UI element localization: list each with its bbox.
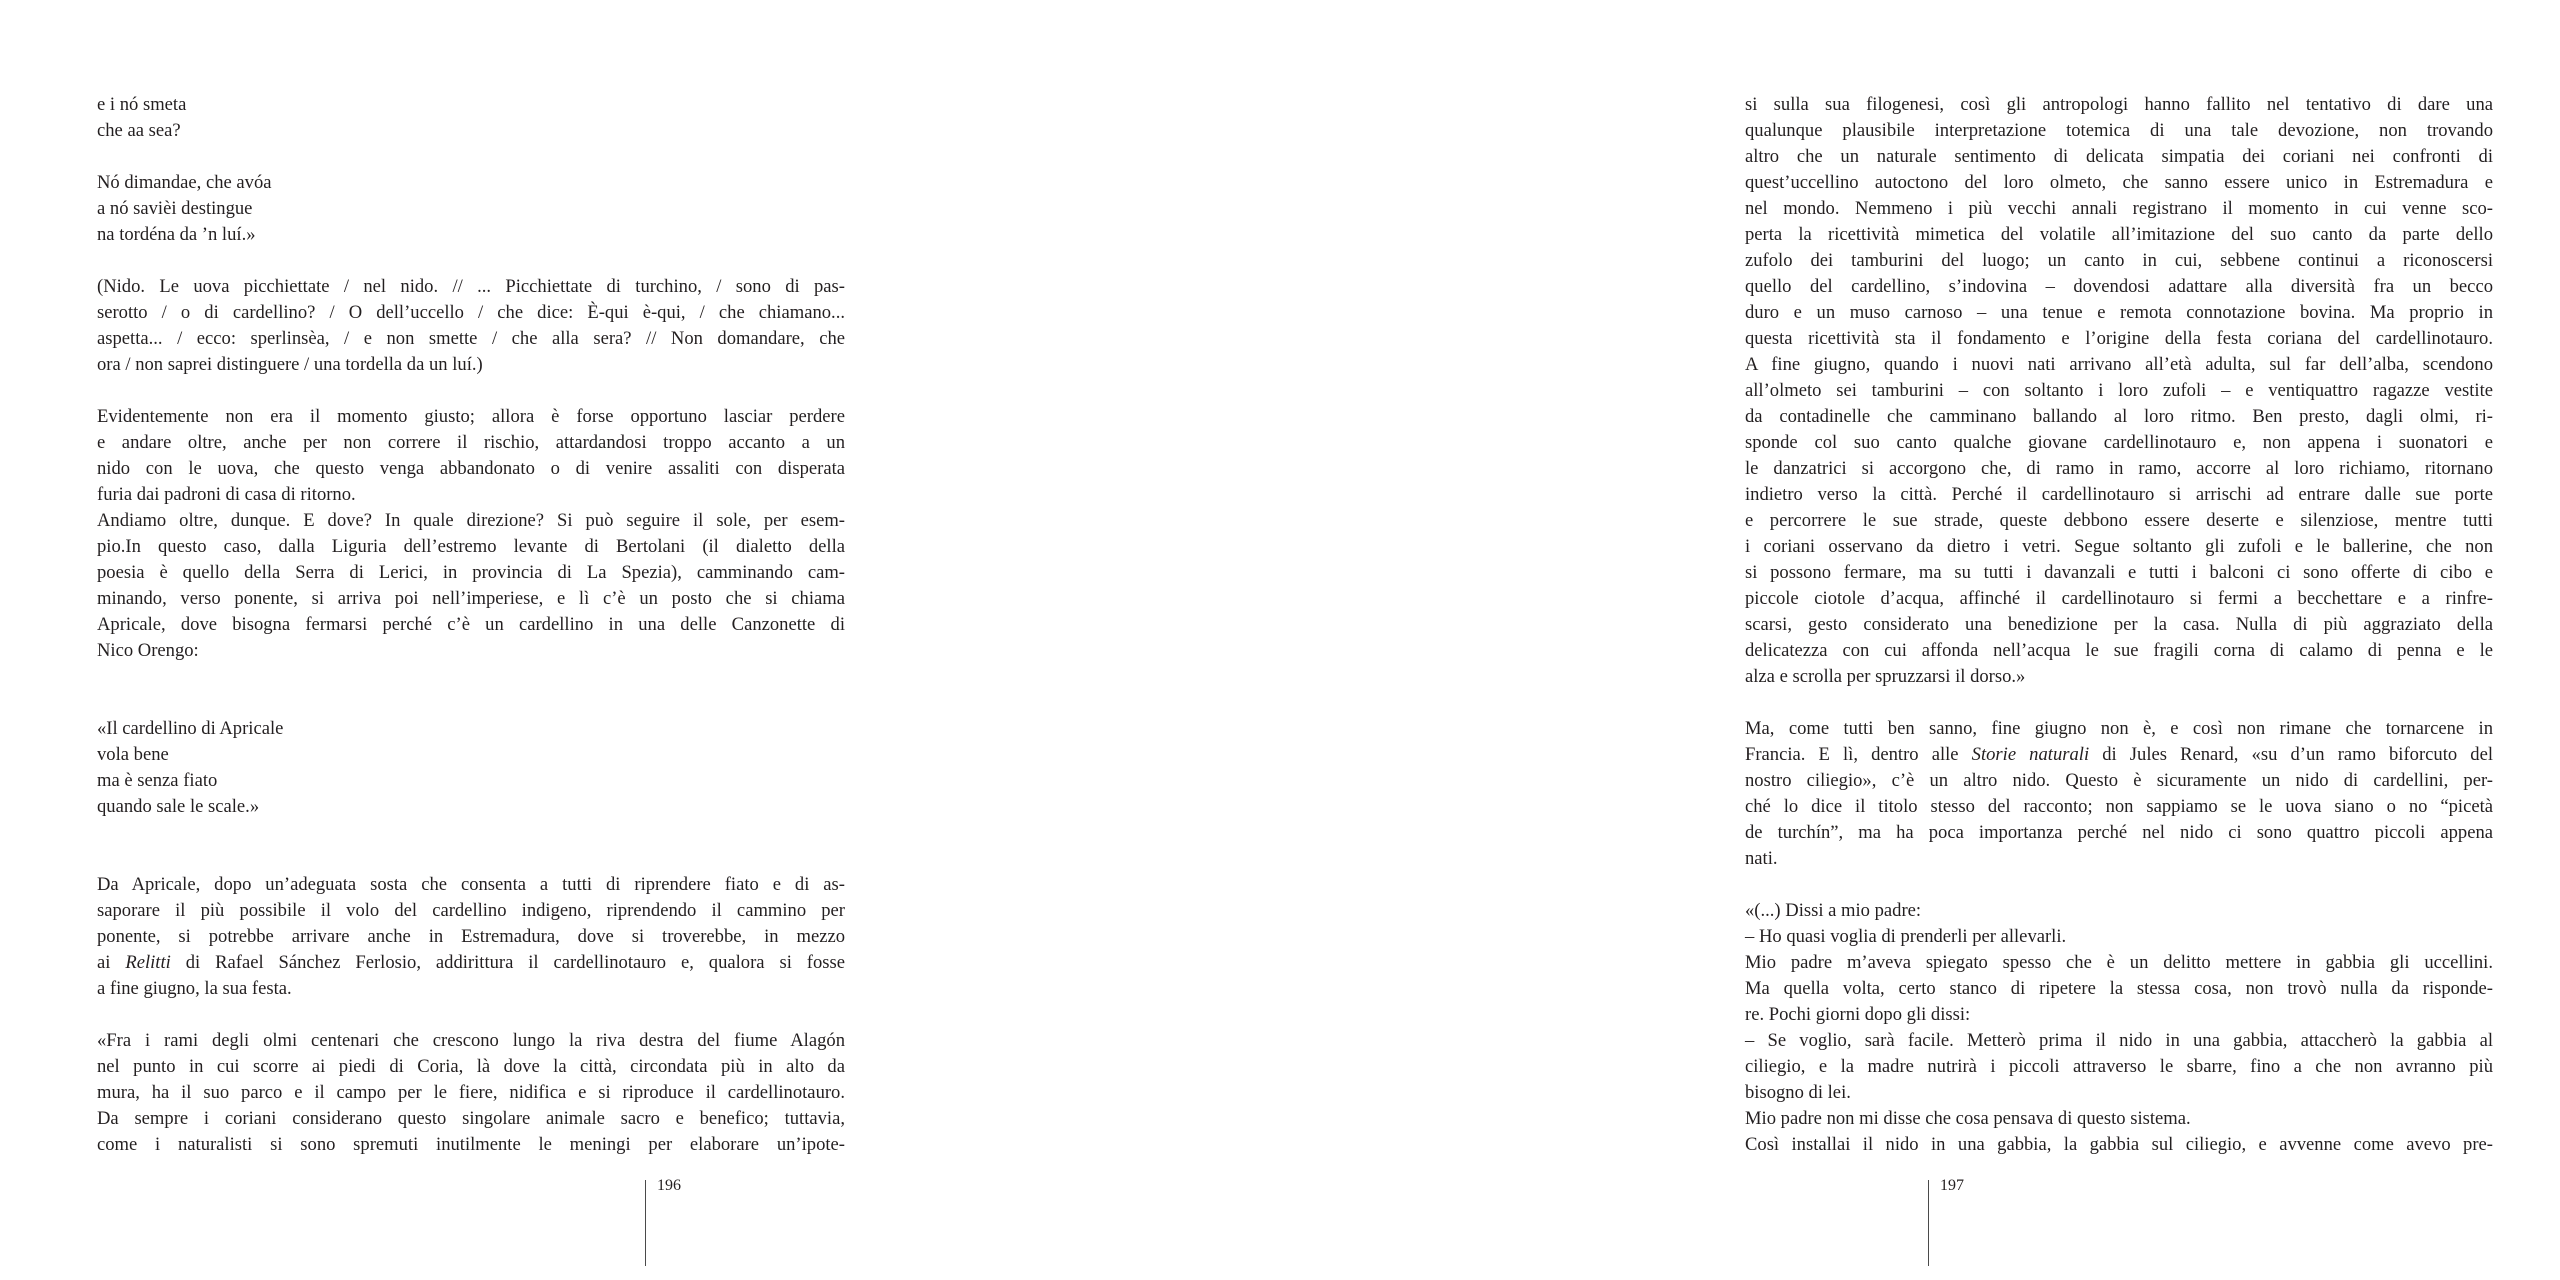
text-line: altro che un naturale sentimento di delicata simpatia dei coriani nei confronti di — [1745, 146, 2493, 167]
text-segment: di Rafael Sánchez Ferlosio, addirittura il cardellinotauro e, qualora si fosse — [170, 952, 845, 973]
verse-line: a nó savièi destingue — [97, 198, 253, 219]
text-line — [97, 950, 845, 976]
verse-line: e i nó smeta — [97, 94, 187, 115]
text-line: poesia è quello della Serra di Lerici, in provincia di La Spezia), camminando cam- — [97, 562, 845, 583]
right-page — [1280, 0, 2560, 1280]
text-line: – Se voglio, sarà facile. Metterò prima il nido in una gabbia, attaccherò la gabbia al — [1745, 1030, 2493, 1051]
text-line: quest’uccellino autoctono del loro olmeto, che sanno essere unico in Estremadura e — [1745, 172, 2493, 193]
right-text-column — [1745, 92, 2493, 1158]
verse-line: che aa sea? — [97, 120, 181, 141]
text-line: zufolo dei tamburini del luogo; un canto in cui, sebbene continui a riconoscersi — [1745, 250, 2493, 271]
body-paragraph-1 — [97, 404, 845, 508]
text-line: «(...) Dissi a mio padre: — [1745, 900, 1922, 921]
renard-quote — [1745, 898, 2493, 1158]
text-line: aspetta... / ecco: sperlinsèa, / e non smette / che alla sera? // Non domandare, che — [97, 328, 845, 349]
text-line: Così installai il nido in una gabbia, la gabbia sul ciliegio, e avvenne come avevo pre- — [1745, 1134, 2493, 1155]
text-line: nostro ciliegio», c’è un altro nido. Questo è sicuramente un nido di cardellini, per- — [1745, 770, 2493, 791]
text-line: Andiamo oltre, dunque. E dove? In quale direzione? Si può seguire il sole, per esem- — [97, 510, 845, 531]
text-line: quello del cardellino, s’indovina – dovendosi adattare alla diversità fra un becco — [1745, 276, 2493, 297]
verse-line: na tordéna da ’n luí.» — [97, 224, 256, 245]
text-line: «Fra i rami degli olmi centenari che crescono lungo la riva destra del fiume Alagón — [97, 1030, 845, 1051]
page-number: 197 — [1940, 1177, 1964, 1194]
text-line: (Nido. Le uova picchiettate / nel nido. // ... Picchiettate di turchino, / sono di pas- — [97, 276, 845, 297]
text-line: re. Pochi giorni dopo gli dissi: — [1745, 1004, 1971, 1025]
text-line — [1745, 742, 2493, 768]
text-line: Nico Orengo: — [97, 640, 199, 661]
text-segment: ai — [97, 952, 126, 973]
text-line: all’olmeto sei tamburini – con soltanto i loro zufoli – e ventiquattro ragazze vestite — [1745, 380, 2493, 401]
body-paragraph-3 — [97, 872, 845, 1002]
text-line: Da Apricale, dopo un’adeguata sosta che consenta a tutti di riprendere fiato e di as- — [97, 874, 845, 895]
text-line: piccole ciotole d’acqua, affinché il cardellinotauro si fermi a becchettare e a rinfre- — [1745, 588, 2493, 609]
text-line: serotto / o di cardellino? / O dell’uccello / che dice: È-qui è-qui, / che chiamano... — [97, 302, 845, 323]
text-line: de turchín”, ma ha poca importanza perché nel nido ci sono quattro piccoli appena — [1745, 822, 2493, 843]
page-number: 196 — [657, 1177, 681, 1194]
left-text-column — [97, 92, 845, 1158]
text-line: come i naturalisti si sono spremuti inutilmente le meningi per elaborare un’ipote- — [97, 1134, 845, 1155]
verse-line: ma è senza fiato — [97, 770, 218, 791]
text-line: delicatezza con cui affonda nell’acqua le sue fragili corna di calamo di penna e le — [1745, 640, 2493, 661]
text-line: pio.In questo caso, dalla Liguria dell’estremo levante di Bertolani (il dialetto della — [97, 536, 845, 557]
ferlosio-quote-continued — [1745, 92, 2493, 690]
text-line: alza e scrolla per spruzzarsi il dorso.» — [1745, 666, 2026, 687]
text-line: Da sempre i coriani considerano questo singolare animale sacro e benefico; tuttavia, — [97, 1108, 845, 1129]
text-line: ciliegio, e la madre nutrirà i piccoli attraverso le sbarre, fino a che non avranno più — [1745, 1056, 2493, 1077]
text-line: a fine giugno, la sua festa. — [97, 978, 292, 999]
text-line: nel mondo. Nemmeno i più vecchi annali registrano il momento in cui venne sco- — [1745, 198, 2493, 219]
text-line: le danzatrici si accorgono che, di ramo in ramo, accorre al loro richiamo, ritornano — [1745, 458, 2493, 479]
text-line: questa ricettività sta il fondamento e l’origine della festa coriana del cardellinotauro. — [1745, 328, 2493, 349]
text-line: A fine giugno, quando i nuovi nati arrivano all’età adulta, sul far dell’alba, scendono — [1745, 354, 2493, 375]
text-line: e andare oltre, anche per non correre il rischio, attardandosi troppo accanto a un — [97, 432, 845, 453]
translation-paragraph — [97, 274, 845, 378]
text-line: Ma quella volta, certo stanco di ripetere la stessa cosa, non trovò nulla da risponde- — [1745, 978, 2493, 999]
folio-rule — [1928, 1180, 1929, 1266]
text-line: nido con le uova, che questo venga abbandonato o di venire assaliti con disperata — [97, 458, 845, 479]
text-line: Mio padre m’aveva spiegato spesso che è un delitto mettere in gabbia gli uccellini. — [1745, 952, 2493, 973]
text-line: mura, ha il suo parco e il campo per le fiere, nidifica e si riproduce il cardellinotauro. — [97, 1082, 845, 1103]
text-line: furia dai padroni di casa di ritorno. — [97, 484, 356, 505]
text-line: indietro verso la città. Perché il cardellinotauro si arrischi ad entrare dalle sue porte — [1745, 484, 2493, 505]
text-line: si possono fermare, ma su tutti i davanzali e tutti i balconi ci sono offerte di cibo e — [1745, 562, 2493, 583]
text-segment: di Jules Renard, «su d’un ramo biforcuto del — [2089, 744, 2493, 765]
text-line: sponde col suo canto qualche giovane cardellinotauro e, non appena i suonatori e — [1745, 432, 2493, 453]
book-title-storie-naturali: Storie naturali — [1971, 744, 2090, 765]
ferlosio-quote — [97, 1028, 845, 1158]
folio-rule — [645, 1180, 646, 1266]
body-paragraph-2 — [97, 508, 845, 664]
verse-line: vola bene — [97, 744, 169, 765]
orengo-verse — [97, 716, 845, 820]
text-line: ché lo dice il titolo stesso del racconto; non sappiamo se le uova siano o no “picetà — [1745, 796, 2493, 817]
text-line: ora / non saprei distinguere / una tordella da un luí.) — [97, 354, 483, 375]
verse-line: quando sale le scale.» — [97, 796, 260, 817]
dialect-verse-2 — [97, 170, 845, 248]
text-line: bisogno di lei. — [1745, 1082, 1851, 1103]
text-line: i coriani osservano da dietro i vetri. Segue soltanto gli zufoli e le ballerine, che non — [1745, 536, 2493, 557]
dialect-verse-1 — [97, 92, 845, 144]
text-segment: Francia. E lì, dentro alle — [1745, 744, 1972, 765]
text-line: da contadinelle che camminano ballando al loro ritmo. Ben presto, dagli olmi, ri- — [1745, 406, 2493, 427]
book-title-relitti: Relitti — [125, 952, 171, 973]
text-line: minando, verso ponente, si arriva poi nell’imperiese, e lì c’è un posto che si chiama — [97, 588, 845, 609]
text-line: Evidentemente non era il momento giusto; allora è forse opportuno lasciar perdere — [97, 406, 845, 427]
body-paragraph-renard — [1745, 716, 2493, 872]
text-line: saporare il più possibile il volo del cardellino indigeno, riprendendo il cammino per — [97, 900, 845, 921]
text-line: perta la ricettività mimetica del volatile all’imitazione del suo canto da parte dello — [1745, 224, 2493, 245]
text-line: si sulla sua filogenesi, così gli antropologi hanno fallito nel tentativo di dare una — [1745, 94, 2493, 115]
verse-line: Nó dimandae, che avóa — [97, 172, 272, 193]
text-line: duro e un muso carnoso – una tenue e remota connotazione bovina. Ma proprio in — [1745, 302, 2493, 323]
text-line: qualunque plausibile interpretazione totemica di una tale devozione, non trovando — [1745, 120, 2493, 141]
text-line: Mio padre non mi disse che cosa pensava di questo sistema. — [1745, 1108, 2191, 1129]
text-line: Ma, come tutti ben sanno, fine giugno non è, e così non rimane che tornarcene in — [1745, 718, 2493, 739]
text-line: Apricale, dove bisogna fermarsi perché c’è un cardellino in una delle Canzonette di — [97, 614, 845, 635]
text-line: nati. — [1745, 848, 1778, 869]
text-line: e percorrere le sue strade, queste debbono essere deserte e silenziose, mentre tutti — [1745, 510, 2493, 531]
text-line: ponente, si potrebbe arrivare anche in Estremadura, dove si troverebbe, in mezzo — [97, 926, 845, 947]
text-line: nel punto in cui scorre ai piedi di Coria, là dove la città, circondata più in alto da — [97, 1056, 845, 1077]
text-line: scarsi, gesto considerato una benedizione per la casa. Nulla di più aggraziato della — [1745, 614, 2493, 635]
verse-line: «Il cardellino di Apricale — [97, 718, 284, 739]
text-line: – Ho quasi voglia di prenderli per allevarli. — [1745, 926, 2067, 947]
